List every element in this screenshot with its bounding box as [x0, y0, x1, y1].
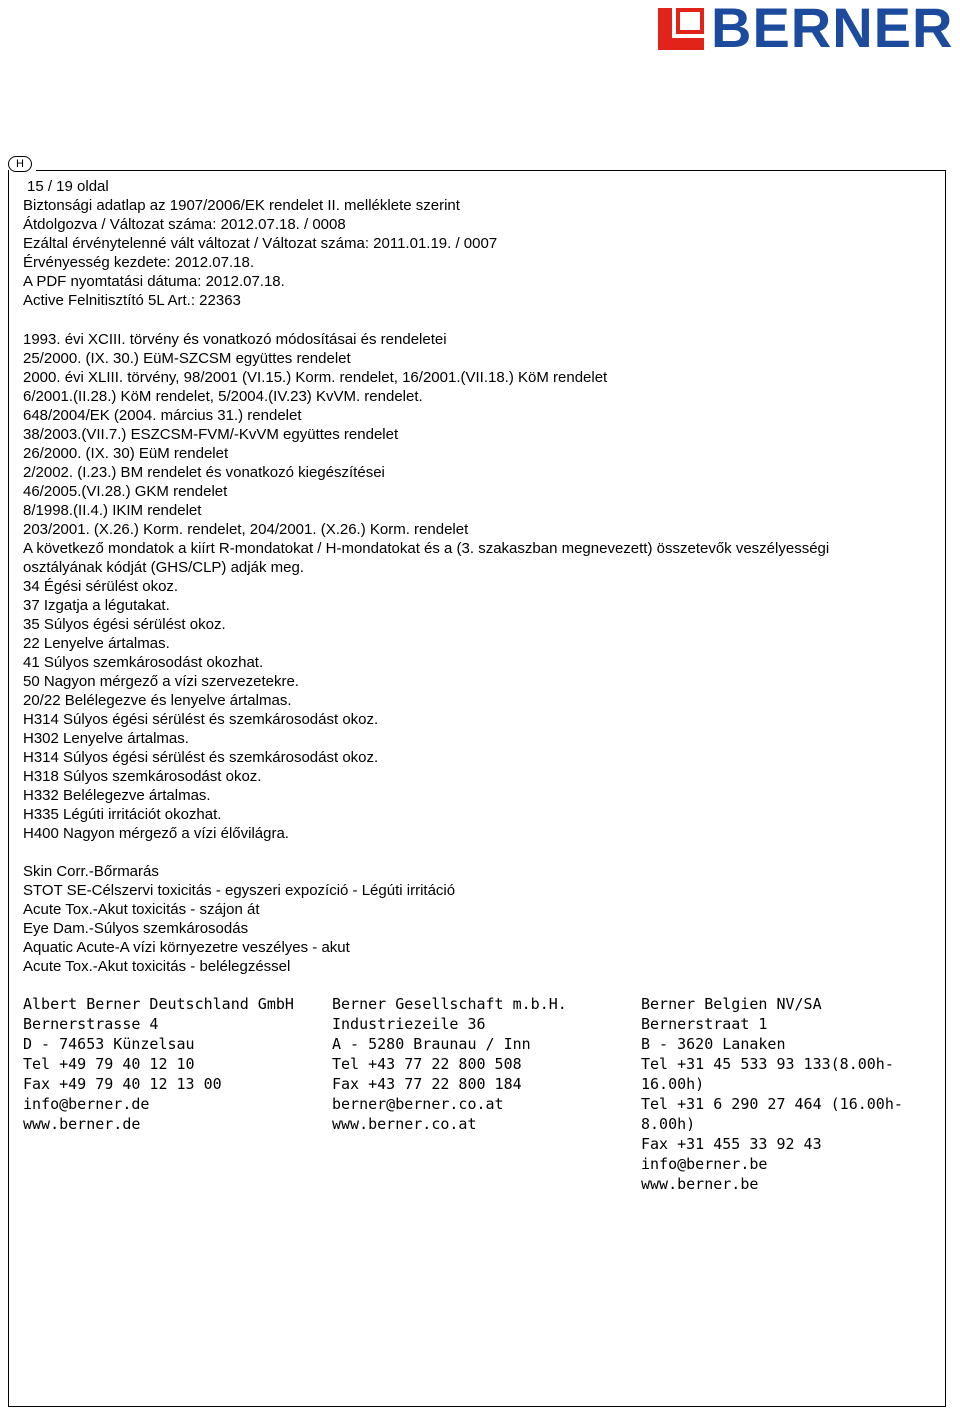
revision-info: Átdolgozva / Változat száma: 2012.07.18. / 0008	[23, 216, 346, 233]
product-name: Active Felnitisztító 5L Art.: 22363	[23, 292, 241, 309]
berner-logo-text: BERNER	[711, 0, 954, 59]
phrases-intro: A következő mondatok a kiírt R-mondatokat / H-mondatokat és a (3. szakaszban megnevezett) összetevők veszélyességi	[23, 540, 830, 557]
h-phrase: H332 Belélegezve ártalmas.	[23, 787, 211, 804]
r-phrase: 35 Súlyos égési sérülést okoz.	[23, 616, 226, 633]
r-phrase: 20/22 Belélegezve és lenyelve ártalmas.	[23, 692, 292, 709]
footer-web-at: www.berner.co.at	[332, 1115, 477, 1133]
footer-tel2-be: Tel +31 6 290 27 464 (16.00h-	[641, 1095, 903, 1113]
hazard-class: Skin Corr.-Bőrmarás	[23, 863, 159, 880]
footer-tel2-be-cont: 8.00h)	[641, 1115, 696, 1133]
h-phrase: H314 Súlyos égési sérülést és szemkárosodást okoz.	[23, 711, 379, 728]
footer-email-be: info@berner.be	[641, 1155, 768, 1173]
footer-company-be: Berner Belgien NV/SA	[641, 995, 822, 1013]
h-phrase: H318 Súlyos szemkárosodást okoz.	[23, 768, 262, 785]
r-phrase: 34 Égési sérülést okoz.	[23, 578, 179, 595]
regulation-line: 648/2004/EK (2004. március 31.) rendelet	[23, 407, 302, 424]
regulation-line: 8/1998.(II.4.) IKIM rendelet	[23, 502, 202, 519]
regulation-line: 1993. évi XCIII. törvény és vonatkozó módosításai és rendeletei	[23, 331, 447, 348]
h-phrase: H335 Légúti irritációt okozhat.	[23, 806, 222, 823]
footer-address-at: Industriezeile 36	[332, 1015, 486, 1033]
footer-web-be: www.berner.be	[641, 1175, 759, 1193]
r-phrase: 37 Izgatja a légutakat.	[23, 597, 170, 614]
footer-tel-at: Tel +43 77 22 800 508	[332, 1055, 522, 1073]
footer-fax-de: Fax +49 79 40 12 13 00	[23, 1075, 222, 1093]
footer-tel1-be: Tel +31 45 533 93 133(8.00h-	[641, 1055, 894, 1073]
footer-company-de: Albert Berner Deutschland GmbH	[23, 995, 294, 1013]
r-phrase: 41 Súlyos szemkárosodást okozhat.	[23, 654, 264, 671]
footer-city-at: A - 5280 Braunau / Inn	[332, 1035, 531, 1053]
hazard-class: Acute Tox.-Akut toxicitás - belélegzéssel	[23, 958, 291, 975]
validity-date: Érvényesség kezdete: 2012.07.18.	[23, 254, 254, 271]
footer-company-at: Berner Gesellschaft m.b.H.	[332, 995, 567, 1013]
h-phrase: H314 Súlyos égési sérülést és szemkárosodást okoz.	[23, 749, 379, 766]
footer-tel1-be-cont: 16.00h)	[641, 1075, 705, 1093]
hazard-class: STOT SE-Célszervi toxicitás - egyszeri expozíció - Légúti irritáció	[23, 882, 456, 899]
page-number: 15 / 19 oldal	[27, 178, 109, 195]
h-phrase: H400 Nagyon mérgező a vízi élővilágra.	[23, 825, 289, 842]
regulation-line: 25/2000. (IX. 30.) EüM-SZCSM együttes rendelet	[23, 350, 351, 367]
regulation-line: 6/2001.(II.28.) KöM rendelet, 5/2004.(IV.23) KvVM. rendelet.	[23, 388, 423, 405]
berner-logo-mark-icon	[656, 4, 708, 52]
superseded-version: Ezáltal érvénytelenné vált változat / Változat száma: 2011.01.19. / 0007	[23, 235, 498, 252]
berner-logo	[656, 0, 960, 59]
country-code-badge: H	[8, 156, 32, 172]
regulation-line: 46/2005.(VI.28.) GKM rendelet	[23, 483, 228, 500]
footer-fax-be: Fax +31 455 33 92 43	[641, 1135, 822, 1153]
regulation-line: 2/2002. (I.23.) BM rendelet és vonatkozó kiegészítései	[23, 464, 385, 481]
r-phrase: 50 Nagyon mérgező a vízi szervezetekre.	[23, 673, 299, 690]
footer-email-de: info@berner.de	[23, 1095, 150, 1113]
footer-address-de: Bernerstrasse 4	[23, 1015, 159, 1033]
hazard-class: Acute Tox.-Akut toxicitás - szájon át	[23, 901, 260, 918]
doc-title: Biztonsági adatlap az 1907/2006/EK rendelet II. melléklete szerint	[23, 197, 460, 214]
regulation-line: 38/2003.(VII.7.) ESZCSM-FVM/-KvVM együttes rendelet	[23, 426, 399, 443]
hazard-class: Aquatic Acute-A vízi környezetre veszélyes - akut	[23, 939, 350, 956]
footer-address-be: Bernerstraat 1	[641, 1015, 768, 1033]
footer-fax-at: Fax +43 77 22 800 184	[332, 1075, 522, 1093]
r-phrase: 22 Lenyelve ártalmas.	[23, 635, 170, 652]
hazard-class: Eye Dam.-Súlyos szemkárosodás	[23, 920, 249, 937]
regulation-line: 26/2000. (IX. 30) EüM rendelet	[23, 445, 229, 462]
h-phrase: H302 Lenyelve ártalmas.	[23, 730, 189, 747]
footer-city-be: B - 3620 Lanaken	[641, 1035, 786, 1053]
regulation-line: 2000. évi XLIII. törvény, 98/2001 (VI.15.) Korm. rendelet, 16/2001.(VII.18.) KöM rendelet	[23, 369, 608, 386]
footer-web-de: www.berner.de	[23, 1115, 141, 1133]
footer-tel-de: Tel +49 79 40 12 10	[23, 1055, 195, 1073]
footer-email-at: berner@berner.co.at	[332, 1095, 504, 1113]
footer-city-de: D - 74653 Künzelsau	[23, 1035, 195, 1053]
regulation-line: 203/2001. (X.26.) Korm. rendelet, 204/2001. (X.26.) Korm. rendelet	[23, 521, 469, 538]
phrases-intro-cont: osztályának kódját (GHS/CLP) adják meg.	[23, 559, 304, 576]
print-date: A PDF nyomtatási dátuma: 2012.07.18.	[23, 273, 285, 290]
